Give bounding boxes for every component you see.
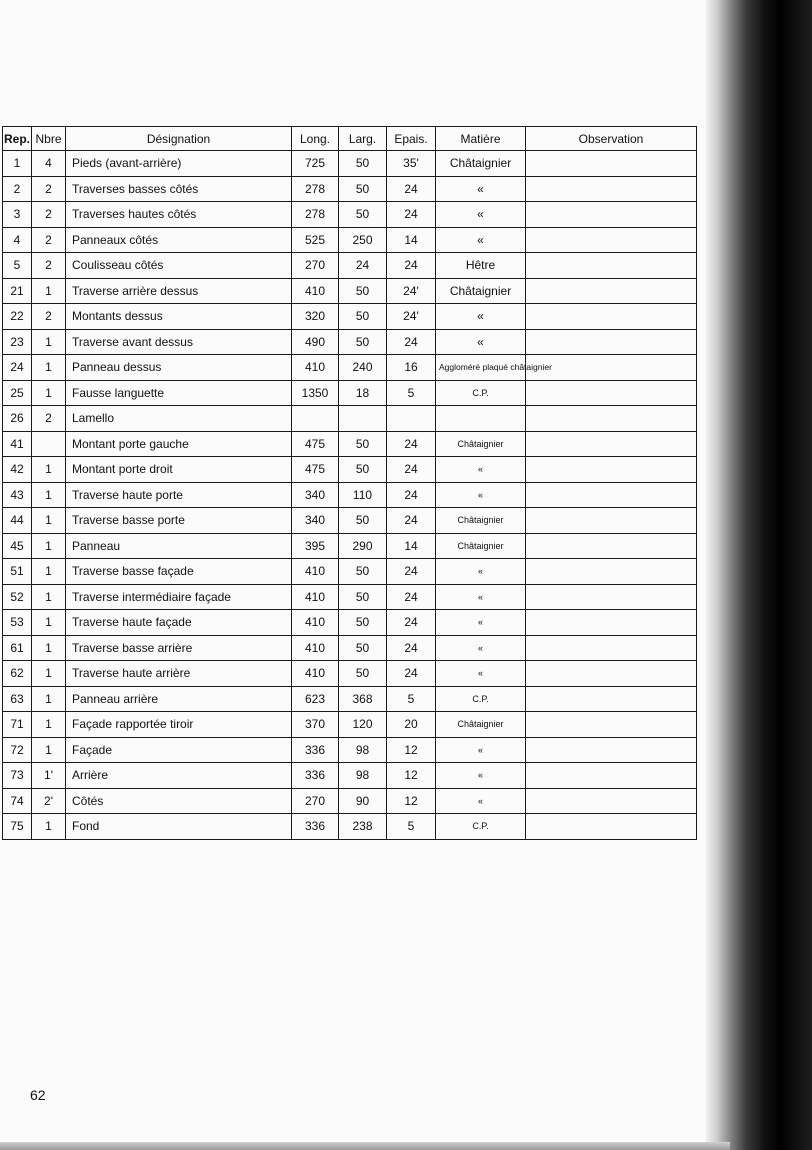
cell-larg: 50 [339,584,387,610]
cell-long: 278 [292,202,339,228]
cell-matiere: « [436,610,526,636]
cell-observation [526,482,697,508]
cell-epais: 14 [387,227,436,253]
cell-epais: 12 [387,788,436,814]
cell-nbre: 2 [32,202,66,228]
table-row [3,508,697,534]
cell-long: 525 [292,227,339,253]
cell-rep: 42 [3,457,32,483]
cell-observation [526,457,697,483]
cell-epais: 12 [387,737,436,763]
cell-epais: 24 [387,329,436,355]
header-matiere: Matière [436,127,526,151]
cell-nbre: 2 [32,304,66,330]
cell-observation [526,202,697,228]
cell-designation: Montant porte gauche [66,431,292,457]
cell-rep: 63 [3,686,32,712]
cell-matiere [436,406,526,432]
table-row [3,610,697,636]
cell-rep: 72 [3,737,32,763]
cell-matiere: « [436,737,526,763]
cell-observation [526,227,697,253]
table-row [3,482,697,508]
cell-matiere: Châtaignier [436,508,526,534]
cell-observation [526,763,697,789]
cell-nbre: 1 [32,610,66,636]
cell-nbre: 2 [32,253,66,279]
page-number: 62 [30,1087,46,1103]
cell-nbre: 2 [32,176,66,202]
cell-observation [526,533,697,559]
table-row [3,788,697,814]
cell-designation: Pieds (avant-arrière) [66,151,292,177]
cell-designation: Traverse arrière dessus [66,278,292,304]
cell-matiere: Châtaignier [436,151,526,177]
table-body [3,151,697,840]
cell-matiere: C.P. [436,686,526,712]
cell-long [292,406,339,432]
cell-long: 410 [292,635,339,661]
table-row [3,686,697,712]
cell-larg: 98 [339,763,387,789]
cell-epais: 24 [387,202,436,228]
cell-long: 623 [292,686,339,712]
cell-designation: Panneau arrière [66,686,292,712]
header-epais: Epais. [387,127,436,151]
cell-larg: 238 [339,814,387,840]
cell-long: 410 [292,584,339,610]
cell-larg: 50 [339,278,387,304]
cell-observation [526,406,697,432]
cell-epais: 35' [387,151,436,177]
parts-list-table [2,126,697,840]
cell-larg: 250 [339,227,387,253]
table-row [3,814,697,840]
cell-epais: 16 [387,355,436,381]
cell-nbre: 1' [32,763,66,789]
cell-epais: 24 [387,559,436,585]
cell-rep: 73 [3,763,32,789]
cell-observation [526,635,697,661]
cell-matiere: Châtaignier [436,533,526,559]
cell-larg: 50 [339,202,387,228]
table-row [3,176,697,202]
table-row [3,202,697,228]
cell-designation: Façade rapportée tiroir [66,712,292,738]
header-nbre: Nbre [32,127,66,151]
cell-matiere: « [436,559,526,585]
cell-nbre: 1 [32,482,66,508]
cell-rep: 24 [3,355,32,381]
cell-observation [526,431,697,457]
header-designation: Désignation [66,127,292,151]
cell-epais: 24 [387,610,436,636]
cell-nbre: 1 [32,737,66,763]
cell-rep: 26 [3,406,32,432]
cell-matiere: C.P. [436,380,526,406]
cell-rep: 52 [3,584,32,610]
cell-matiere: « [436,202,526,228]
cell-long: 340 [292,482,339,508]
cell-observation [526,712,697,738]
cell-rep: 1 [3,151,32,177]
cell-long: 725 [292,151,339,177]
cell-rep: 25 [3,380,32,406]
cell-rep: 62 [3,661,32,687]
cell-epais: 5 [387,686,436,712]
cell-matiere: Châtaignier [436,431,526,457]
table-row [3,253,697,279]
cell-long: 410 [292,355,339,381]
cell-designation: Coulisseau côtés [66,253,292,279]
cell-designation: Traverses hautes côtés [66,202,292,228]
cell-long: 336 [292,763,339,789]
cell-matiere: Châtaignier [436,712,526,738]
table-row [3,380,697,406]
cell-rep: 44 [3,508,32,534]
cell-long: 320 [292,304,339,330]
cell-long: 270 [292,253,339,279]
cell-nbre: 1 [32,380,66,406]
cell-observation [526,737,697,763]
cell-nbre: 1 [32,584,66,610]
cell-nbre [32,431,66,457]
cell-larg: 240 [339,355,387,381]
cell-matiere: « [436,176,526,202]
cell-matiere: « [436,635,526,661]
cell-designation: Panneaux côtés [66,227,292,253]
cell-observation [526,686,697,712]
header-observation: Observation [526,127,697,151]
cell-nbre: 1 [32,635,66,661]
cell-matiere: Aggloméré plaqué châtaignier [436,355,526,381]
cell-nbre: 1 [32,559,66,585]
cell-designation: Traverse basse façade [66,559,292,585]
cell-rep: 71 [3,712,32,738]
cell-epais: 24 [387,482,436,508]
cell-rep: 3 [3,202,32,228]
cell-larg: 98 [339,737,387,763]
table-row [3,278,697,304]
cell-larg: 120 [339,712,387,738]
cell-observation [526,304,697,330]
cell-rep: 21 [3,278,32,304]
cell-designation: Panneau [66,533,292,559]
cell-designation: Fond [66,814,292,840]
cell-epais: 24' [387,304,436,330]
table-row [3,559,697,585]
cell-matiere: « [436,788,526,814]
header-rep: Rep. [3,127,32,151]
cell-nbre: 2 [32,227,66,253]
cell-epais: 24 [387,584,436,610]
cell-larg: 50 [339,329,387,355]
cell-nbre: 1 [32,329,66,355]
cell-larg: 50 [339,431,387,457]
cell-nbre: 1 [32,278,66,304]
cell-observation [526,380,697,406]
cell-observation [526,610,697,636]
cell-epais: 24 [387,508,436,534]
cell-matiere: « [436,661,526,687]
cell-epais: 5 [387,814,436,840]
cell-larg: 290 [339,533,387,559]
cell-rep: 41 [3,431,32,457]
cell-rep: 45 [3,533,32,559]
cell-designation: Montants dessus [66,304,292,330]
table-row [3,406,697,432]
cell-observation [526,584,697,610]
cell-nbre: 1 [32,355,66,381]
cell-epais: 24' [387,278,436,304]
cell-long: 410 [292,661,339,687]
cell-larg: 50 [339,304,387,330]
cell-designation: Traverse haute porte [66,482,292,508]
cell-long: 278 [292,176,339,202]
table-row [3,329,697,355]
cell-epais: 24 [387,176,436,202]
cell-epais: 12 [387,763,436,789]
cell-larg: 50 [339,151,387,177]
cell-larg: 50 [339,176,387,202]
cell-designation: Façade [66,737,292,763]
cell-matiere: « [436,304,526,330]
cell-nbre: 1 [32,533,66,559]
cell-larg: 90 [339,788,387,814]
cell-designation: Traverse intermédiaire façade [66,584,292,610]
cell-matiere: Châtaignier [436,278,526,304]
cell-matiere: « [436,227,526,253]
cell-nbre: 4 [32,151,66,177]
table-row [3,355,697,381]
cell-nbre: 1 [32,814,66,840]
cell-nbre: 1 [32,661,66,687]
cell-matiere: « [436,329,526,355]
cell-nbre: 1 [32,712,66,738]
cell-long: 475 [292,431,339,457]
cell-rep: 61 [3,635,32,661]
cell-nbre: 1 [32,508,66,534]
cell-designation: Panneau dessus [66,355,292,381]
cell-matiere: « [436,763,526,789]
cell-long: 410 [292,610,339,636]
table-row [3,737,697,763]
cell-observation [526,814,697,840]
cell-observation [526,329,697,355]
cell-long: 475 [292,457,339,483]
page-bottom-edge [0,1142,730,1150]
cell-epais: 24 [387,457,436,483]
cell-larg: 50 [339,508,387,534]
cell-long: 370 [292,712,339,738]
cell-designation: Arrière [66,763,292,789]
cell-designation: Fausse languette [66,380,292,406]
cell-epais: 5 [387,380,436,406]
cell-matiere: « [436,457,526,483]
header-long: Long. [292,127,339,151]
cell-rep: 51 [3,559,32,585]
cell-rep: 43 [3,482,32,508]
cell-epais: 14 [387,533,436,559]
cell-observation [526,559,697,585]
cell-long: 270 [292,788,339,814]
cell-rep: 75 [3,814,32,840]
table-row [3,304,697,330]
cell-observation [526,151,697,177]
cell-long: 490 [292,329,339,355]
cell-long: 1350 [292,380,339,406]
table-row [3,227,697,253]
table-header-row [3,127,697,151]
cell-epais: 24 [387,431,436,457]
cell-larg: 24 [339,253,387,279]
cell-designation: Lamello [66,406,292,432]
cell-epais: 24 [387,661,436,687]
cell-designation: Traverses basses côtés [66,176,292,202]
header-larg: Larg. [339,127,387,151]
cell-nbre: 2' [32,788,66,814]
cell-designation: Traverse avant dessus [66,329,292,355]
table-row [3,584,697,610]
cell-observation [526,508,697,534]
cell-nbre: 2 [32,406,66,432]
cell-designation: Traverse haute arrière [66,661,292,687]
cell-larg: 50 [339,661,387,687]
cell-epais: 24 [387,635,436,661]
cell-larg: 50 [339,457,387,483]
table-row [3,457,697,483]
book-spine-shadow [706,0,812,1150]
cell-long: 395 [292,533,339,559]
cell-rep: 53 [3,610,32,636]
cell-rep: 4 [3,227,32,253]
cell-designation: Traverse basse porte [66,508,292,534]
table-row [3,661,697,687]
cell-long: 410 [292,278,339,304]
cell-rep: 23 [3,329,32,355]
table-row [3,431,697,457]
cell-observation [526,788,697,814]
cell-larg: 110 [339,482,387,508]
cell-larg [339,406,387,432]
cell-long: 336 [292,814,339,840]
cell-matiere: « [436,584,526,610]
cell-designation: Côtés [66,788,292,814]
cell-larg: 368 [339,686,387,712]
cell-epais [387,406,436,432]
table-row [3,712,697,738]
cell-observation [526,278,697,304]
cell-designation: Traverse haute façade [66,610,292,636]
cell-larg: 18 [339,380,387,406]
cell-larg: 50 [339,559,387,585]
cell-long: 336 [292,737,339,763]
cell-epais: 20 [387,712,436,738]
cell-designation: Traverse basse arrière [66,635,292,661]
table-row [3,533,697,559]
cell-rep: 22 [3,304,32,330]
cell-long: 340 [292,508,339,534]
cell-observation [526,176,697,202]
cell-observation [526,661,697,687]
cell-designation: Montant porte droit [66,457,292,483]
cell-matiere: « [436,482,526,508]
cell-epais: 24 [387,253,436,279]
table-row [3,763,697,789]
cell-larg: 50 [339,635,387,661]
table-row [3,635,697,661]
cell-long: 410 [292,559,339,585]
cell-nbre: 1 [32,686,66,712]
cell-larg: 50 [339,610,387,636]
cell-rep: 2 [3,176,32,202]
table-row [3,151,697,177]
cell-rep: 74 [3,788,32,814]
cell-matiere: Hêtre [436,253,526,279]
cell-nbre: 1 [32,457,66,483]
cell-observation [526,253,697,279]
cell-rep: 5 [3,253,32,279]
cell-matiere: C.P. [436,814,526,840]
